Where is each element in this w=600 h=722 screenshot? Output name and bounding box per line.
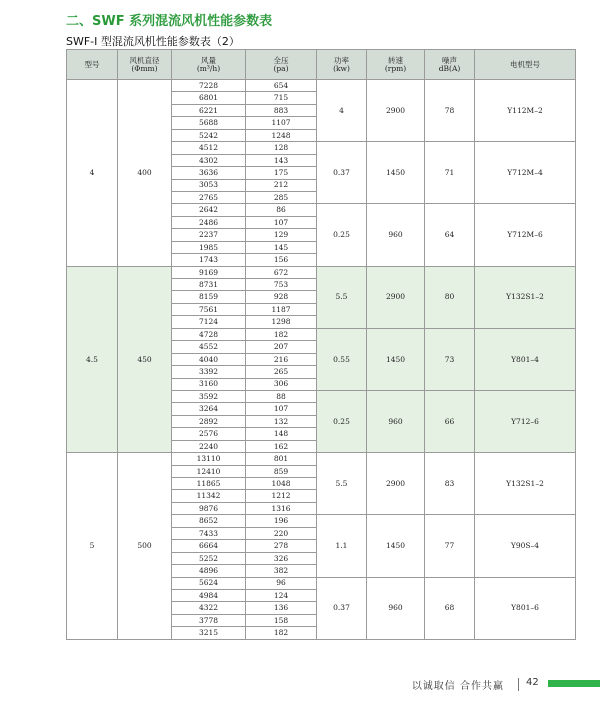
speed-cell: 960 bbox=[367, 577, 425, 639]
noise-cell: 83 bbox=[425, 453, 475, 515]
motor-cell: Y801–6 bbox=[475, 577, 576, 639]
pressure-cell: 156 bbox=[246, 254, 317, 266]
flow-cell: 3778 bbox=[172, 614, 246, 626]
flow-cell: 3264 bbox=[172, 403, 246, 415]
footer-slogan: 以诚取信 合作共赢 bbox=[411, 681, 504, 692]
pressure-cell: 1298 bbox=[246, 316, 317, 328]
noise-cell: 77 bbox=[425, 515, 475, 577]
pressure-cell: 1316 bbox=[246, 502, 317, 514]
pressure-cell: 162 bbox=[246, 440, 317, 452]
noise-cell: 66 bbox=[425, 390, 475, 452]
flow-cell: 8731 bbox=[172, 279, 246, 291]
speed-cell: 1450 bbox=[367, 142, 425, 204]
flow-cell: 3160 bbox=[172, 378, 246, 390]
pressure-cell: 265 bbox=[246, 366, 317, 378]
diameter-cell: 400 bbox=[118, 80, 172, 267]
motor-cell: Y801–4 bbox=[475, 328, 576, 390]
pressure-cell: 212 bbox=[246, 179, 317, 191]
power-cell: 0.37 bbox=[317, 577, 367, 639]
pressure-cell: 859 bbox=[246, 465, 317, 477]
flow-cell: 5242 bbox=[172, 129, 246, 141]
pressure-cell: 672 bbox=[246, 266, 317, 278]
flow-cell: 4040 bbox=[172, 353, 246, 365]
flow-cell: 2576 bbox=[172, 428, 246, 440]
noise-cell: 80 bbox=[425, 266, 475, 328]
flow-cell: 8652 bbox=[172, 515, 246, 527]
flow-cell: 6664 bbox=[172, 540, 246, 552]
pressure-cell: 132 bbox=[246, 415, 317, 427]
power-cell: 5.5 bbox=[317, 266, 367, 328]
flow-cell: 3392 bbox=[172, 366, 246, 378]
flow-cell: 3636 bbox=[172, 167, 246, 179]
page-title: 二、SWF 系列混流风机性能参数表 bbox=[66, 14, 273, 29]
noise-cell: 68 bbox=[425, 577, 475, 639]
pressure-cell: 175 bbox=[246, 167, 317, 179]
noise-cell: 71 bbox=[425, 142, 475, 204]
pressure-cell: 715 bbox=[246, 92, 317, 104]
power-cell: 0.25 bbox=[317, 204, 367, 266]
pressure-cell: 928 bbox=[246, 291, 317, 303]
model-cell: 4.5 bbox=[67, 266, 118, 453]
flow-cell: 6221 bbox=[172, 104, 246, 116]
flow-cell: 7124 bbox=[172, 316, 246, 328]
flow-cell: 4302 bbox=[172, 154, 246, 166]
noise-cell: 64 bbox=[425, 204, 475, 266]
speed-cell: 2900 bbox=[367, 266, 425, 328]
footer-accent-bar bbox=[548, 680, 600, 687]
power-cell: 5.5 bbox=[317, 453, 367, 515]
motor-cell: Y112M–2 bbox=[475, 80, 576, 142]
header-flow: 风量 (m³/h) bbox=[172, 50, 246, 80]
pressure-cell: 145 bbox=[246, 241, 317, 253]
pressure-cell: 107 bbox=[246, 216, 317, 228]
flow-cell: 13110 bbox=[172, 453, 246, 465]
table-row bbox=[67, 266, 576, 278]
flow-cell: 6801 bbox=[172, 92, 246, 104]
flow-cell: 7433 bbox=[172, 527, 246, 539]
pressure-cell: 124 bbox=[246, 589, 317, 601]
pressure-cell: 285 bbox=[246, 191, 317, 203]
pressure-cell: 143 bbox=[246, 154, 317, 166]
pressure-cell: 753 bbox=[246, 279, 317, 291]
header-diameter: 风机直径 (Φmm) bbox=[118, 50, 172, 80]
flow-cell: 4984 bbox=[172, 589, 246, 601]
pressure-cell: 216 bbox=[246, 353, 317, 365]
motor-cell: Y712–6 bbox=[475, 390, 576, 452]
flow-cell: 2642 bbox=[172, 204, 246, 216]
header-power: 功率 (kw) bbox=[317, 50, 367, 80]
flow-cell: 1985 bbox=[172, 241, 246, 253]
diameter-cell: 450 bbox=[118, 266, 172, 453]
pressure-cell: 128 bbox=[246, 142, 317, 154]
model-group bbox=[67, 80, 576, 267]
power-cell: 1.1 bbox=[317, 515, 367, 577]
power-cell: 0.25 bbox=[317, 390, 367, 452]
power-cell: 0.37 bbox=[317, 142, 367, 204]
pressure-cell: 1187 bbox=[246, 303, 317, 315]
noise-cell: 73 bbox=[425, 328, 475, 390]
table-row bbox=[67, 80, 576, 92]
pressure-cell: 801 bbox=[246, 453, 317, 465]
motor-cell: Y132S1–2 bbox=[475, 266, 576, 328]
flow-cell: 2892 bbox=[172, 415, 246, 427]
performance-table bbox=[66, 49, 576, 640]
flow-cell: 2240 bbox=[172, 440, 246, 452]
noise-cell: 78 bbox=[425, 80, 475, 142]
header-motor: 电机型号 bbox=[475, 50, 576, 80]
header-noise: 噪声 dB(A) bbox=[425, 50, 475, 80]
flow-cell: 5252 bbox=[172, 552, 246, 564]
power-cell: 0.55 bbox=[317, 328, 367, 390]
pressure-cell: 96 bbox=[246, 577, 317, 589]
flow-cell: 8159 bbox=[172, 291, 246, 303]
pressure-cell: 182 bbox=[246, 627, 317, 639]
pressure-cell: 148 bbox=[246, 428, 317, 440]
pressure-cell: 207 bbox=[246, 341, 317, 353]
footer bbox=[0, 676, 600, 694]
flow-cell: 12410 bbox=[172, 465, 246, 477]
flow-cell: 11342 bbox=[172, 490, 246, 502]
flow-cell: 3592 bbox=[172, 390, 246, 402]
pressure-cell: 107 bbox=[246, 403, 317, 415]
model-group bbox=[67, 453, 576, 640]
table-row bbox=[67, 453, 576, 465]
power-cell: 4 bbox=[317, 80, 367, 142]
pressure-cell: 1248 bbox=[246, 129, 317, 141]
flow-cell: 5624 bbox=[172, 577, 246, 589]
pressure-cell: 196 bbox=[246, 515, 317, 527]
pressure-cell: 158 bbox=[246, 614, 317, 626]
pressure-cell: 220 bbox=[246, 527, 317, 539]
table-caption: SWF-I 型混流风机性能参数表（2） bbox=[66, 35, 240, 48]
pressure-cell: 883 bbox=[246, 104, 317, 116]
flow-cell: 4552 bbox=[172, 341, 246, 353]
model-group bbox=[67, 266, 576, 453]
motor-cell: Y712M–4 bbox=[475, 142, 576, 204]
diameter-cell: 500 bbox=[118, 453, 172, 640]
pressure-cell: 1212 bbox=[246, 490, 317, 502]
pressure-cell: 278 bbox=[246, 540, 317, 552]
table-header bbox=[67, 50, 576, 80]
flow-cell: 9169 bbox=[172, 266, 246, 278]
flow-cell: 7561 bbox=[172, 303, 246, 315]
model-cell: 4 bbox=[67, 80, 118, 267]
pressure-cell: 86 bbox=[246, 204, 317, 216]
header-model: 型号 bbox=[67, 50, 118, 80]
flow-cell: 9876 bbox=[172, 502, 246, 514]
flow-cell: 4512 bbox=[172, 142, 246, 154]
speed-cell: 1450 bbox=[367, 515, 425, 577]
pressure-cell: 182 bbox=[246, 328, 317, 340]
flow-cell: 5688 bbox=[172, 117, 246, 129]
header-speed: 转速 (rpm) bbox=[367, 50, 425, 80]
flow-cell: 3053 bbox=[172, 179, 246, 191]
pressure-cell: 1048 bbox=[246, 478, 317, 490]
page-number: 42 bbox=[526, 677, 539, 688]
footer-divider bbox=[518, 678, 519, 691]
pressure-cell: 1107 bbox=[246, 117, 317, 129]
speed-cell: 2900 bbox=[367, 80, 425, 142]
flow-cell: 2486 bbox=[172, 216, 246, 228]
motor-cell: Y132S1–2 bbox=[475, 453, 576, 515]
flow-cell: 3215 bbox=[172, 627, 246, 639]
pressure-cell: 382 bbox=[246, 565, 317, 577]
pressure-cell: 88 bbox=[246, 390, 317, 402]
flow-cell: 2237 bbox=[172, 229, 246, 241]
flow-cell: 1743 bbox=[172, 254, 246, 266]
motor-cell: Y90S–4 bbox=[475, 515, 576, 577]
pressure-cell: 306 bbox=[246, 378, 317, 390]
pressure-cell: 136 bbox=[246, 602, 317, 614]
speed-cell: 1450 bbox=[367, 328, 425, 390]
flow-cell: 11865 bbox=[172, 478, 246, 490]
flow-cell: 4322 bbox=[172, 602, 246, 614]
pressure-cell: 654 bbox=[246, 80, 317, 92]
header-pressure: 全压 (pa) bbox=[246, 50, 317, 80]
pressure-cell: 129 bbox=[246, 229, 317, 241]
model-cell: 5 bbox=[67, 453, 118, 640]
flow-cell: 2765 bbox=[172, 191, 246, 203]
flow-cell: 7228 bbox=[172, 80, 246, 92]
speed-cell: 960 bbox=[367, 204, 425, 266]
flow-cell: 4896 bbox=[172, 565, 246, 577]
pressure-cell: 326 bbox=[246, 552, 317, 564]
flow-cell: 4728 bbox=[172, 328, 246, 340]
speed-cell: 960 bbox=[367, 390, 425, 452]
motor-cell: Y712M–6 bbox=[475, 204, 576, 266]
speed-cell: 2900 bbox=[367, 453, 425, 515]
